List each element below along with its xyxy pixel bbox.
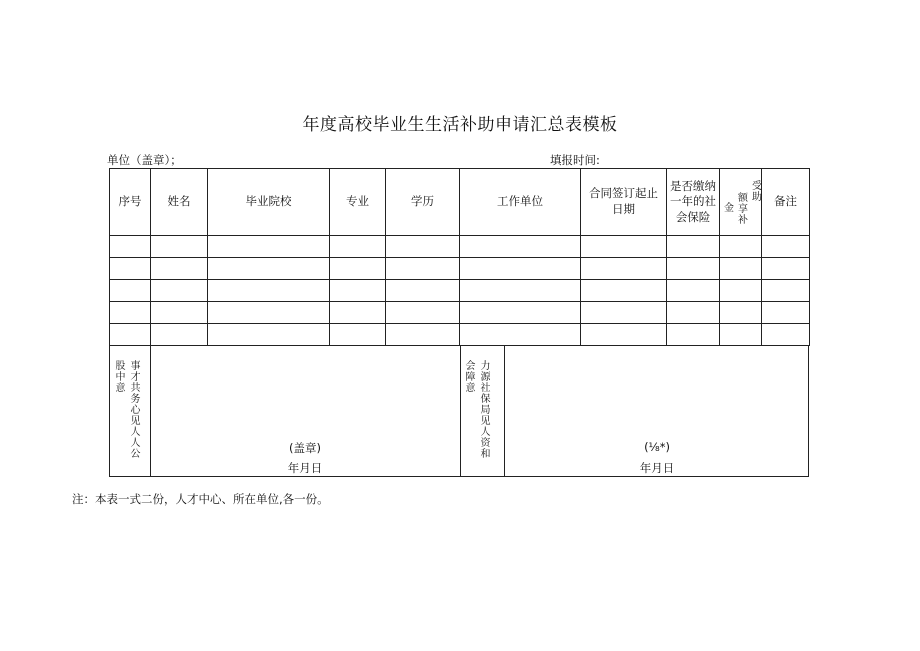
header-remark: 备注	[762, 169, 810, 236]
header-contract-period: 合同签订起止日期	[581, 169, 667, 236]
header-subsidy-amount	[720, 169, 762, 236]
unit-stamp-label: 单位（盖章）；	[107, 153, 182, 167]
divider	[150, 346, 151, 476]
left-stamp: (盖章)	[289, 441, 321, 455]
fill-date-label: 填报时间:	[550, 153, 600, 167]
label-col1: 事才共务心见人人公	[128, 360, 139, 459]
hr-center-opinion-label	[112, 360, 139, 459]
label-col2: 会障意	[463, 360, 474, 393]
table-row	[110, 258, 810, 280]
divider	[504, 346, 505, 476]
header-major: 专业	[330, 169, 386, 236]
header-name: 姓名	[151, 169, 208, 236]
divider	[460, 346, 461, 476]
label-col1: 力源社保局见人资和	[478, 360, 489, 459]
approval-section	[109, 346, 809, 477]
table-row	[110, 236, 810, 258]
subsidy-text-col1: 受助	[749, 179, 761, 202]
header-social-insurance: 是否缴纳一年的社会保险	[667, 169, 720, 236]
header-seq: 序号	[110, 169, 151, 236]
table-row	[110, 280, 810, 302]
table-row	[110, 302, 810, 324]
right-date: 年月日	[639, 461, 675, 475]
label-col2: 股中意	[113, 360, 124, 393]
left-date: 年月日	[287, 461, 323, 475]
subsidy-text-col2: 金	[721, 201, 733, 213]
right-stamp: (⅛*)	[644, 440, 670, 454]
header-row	[110, 169, 810, 236]
hr-bureau-opinion-label	[462, 360, 489, 459]
summary-table	[109, 168, 810, 346]
header-school: 毕业院校	[208, 169, 330, 236]
header-degree: 学历	[386, 169, 460, 236]
table-row	[110, 324, 810, 346]
subsidy-text-col3: 额享补	[735, 191, 747, 225]
header-workplace: 工作单位	[460, 169, 581, 236]
page-title: 年度高校毕业生生活补助申请汇总表模板	[302, 115, 618, 135]
footnote: 注：本表一式二份，人才中心、所在单位,各一份。	[72, 492, 329, 506]
